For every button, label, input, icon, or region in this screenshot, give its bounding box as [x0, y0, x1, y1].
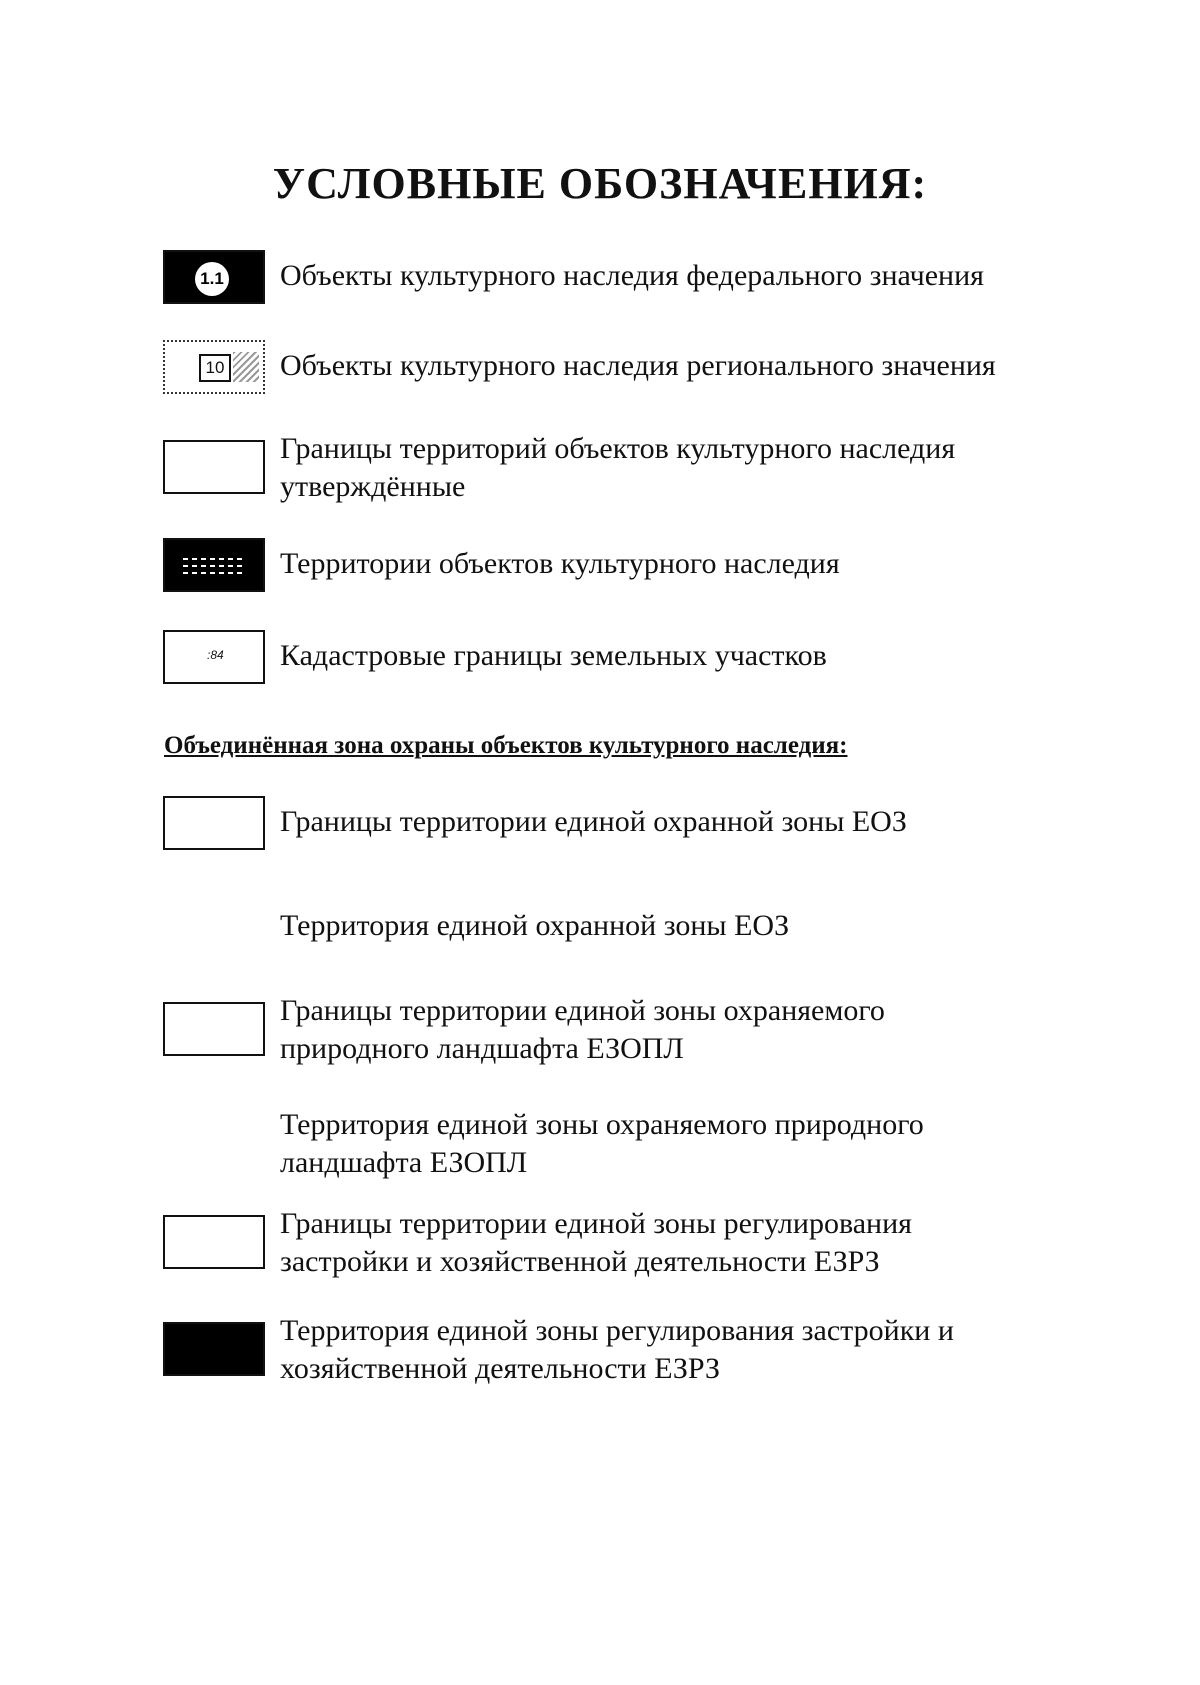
legend-label: Территории объектов культурного наследия [280, 547, 840, 580]
zone-symbol-ezrz-boundary [163, 1215, 265, 1269]
zone-label-line-1: Границы территории единой зоны регулирования [280, 1207, 912, 1240]
badge-icon: 1.1 [195, 262, 229, 296]
zone-label-line-2: застройки и хозяйственной деятельности ЕЗРЗ [280, 1245, 880, 1278]
legend-symbol-cadastral [163, 630, 265, 684]
legend-label: Объекты культурного наследия регионального значения [280, 349, 996, 382]
legend-label: Объекты культурного наследия федерального значения [280, 259, 984, 292]
legend-symbol-boundary [163, 440, 265, 494]
zone-symbol-eoz-boundary [163, 796, 265, 850]
zone-label: Территория единой охранной зоны ЕОЗ [280, 909, 790, 942]
zone-symbol-ezrz-territory [163, 1322, 265, 1376]
legend-symbol-federal [163, 250, 265, 304]
hatch-pattern-icon [233, 352, 259, 382]
zone-label: Границы территории единой охранной зоны ЕОЗ [280, 805, 907, 838]
zone-label-line-1: Границы территории единой зоны охраняемого [280, 994, 885, 1027]
legend-symbol-territory [163, 538, 265, 592]
zone-section-heading: Объединённая зона охраны объектов культурного наследия: [164, 732, 848, 759]
zone-label-line-1: Территория единой зоны регулирования застройки и [280, 1314, 954, 1347]
legend-label-line-2: утверждённые [280, 470, 466, 503]
legend-label-line-1: Границы территорий объектов культурного наследия [280, 432, 956, 465]
legend-symbol-regional [163, 340, 265, 394]
zone-label-line-2: ландшафта ЕЗОПЛ [280, 1146, 528, 1179]
dashed-lines-icon [183, 558, 245, 574]
page-title: УСЛОВНЫЕ ОБОЗНАЧЕНИЯ: [272, 159, 928, 208]
zone-label-line-2: природного ландшафта ЕЗОПЛ [280, 1032, 684, 1065]
zone-label-line-2: хозяйственной деятельности ЕЗРЗ [280, 1352, 720, 1385]
zone-label-line-1: Территория единой зоны охраняемого природного [280, 1108, 924, 1141]
zone-symbol-ezopl-boundary [163, 1002, 265, 1056]
legend-label: Кадастровые границы земельных участков [280, 639, 827, 672]
number-box-icon: 10 [199, 354, 231, 382]
cadastral-number: :84 [207, 648, 224, 662]
